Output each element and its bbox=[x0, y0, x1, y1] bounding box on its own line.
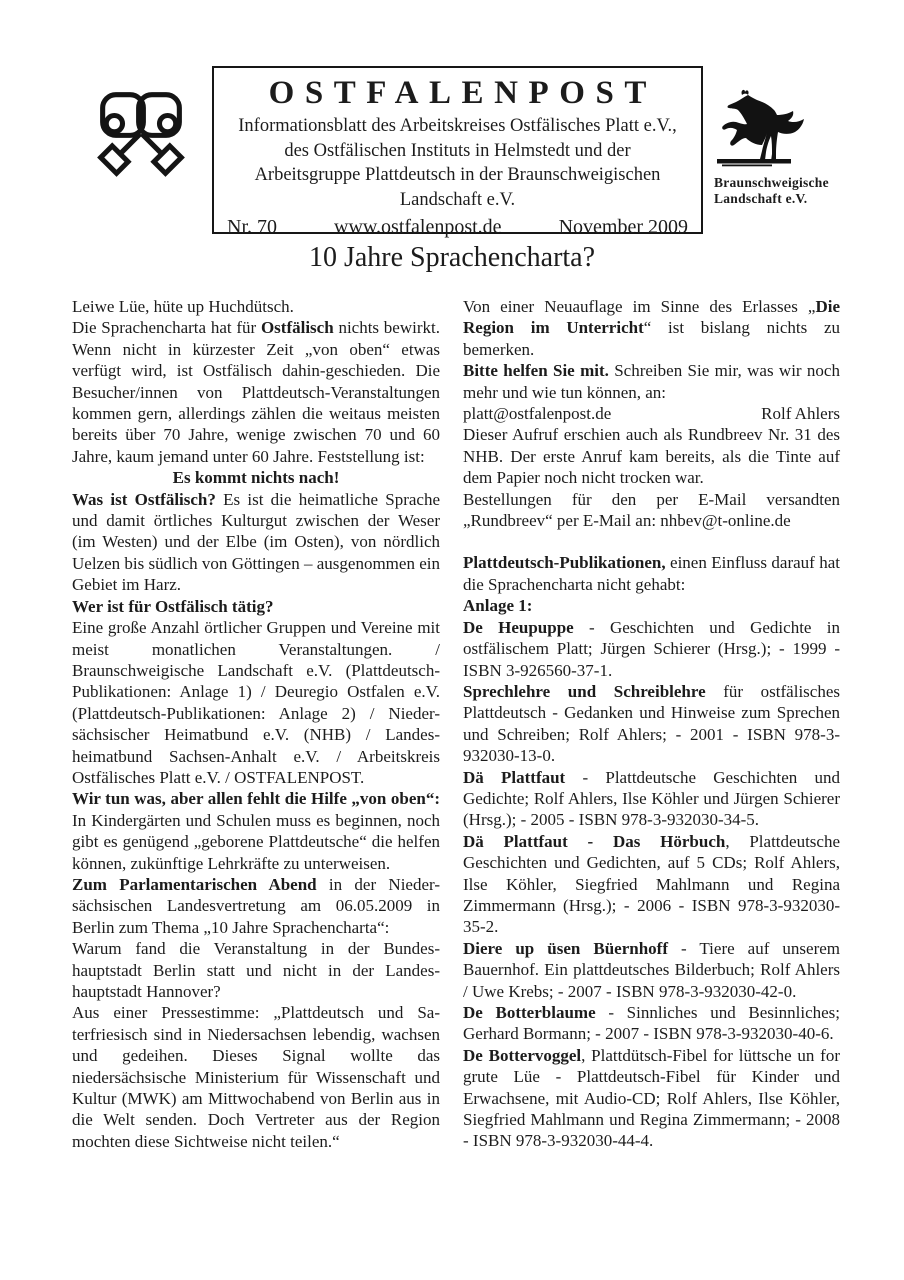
newsletter-title: OSTFALENPOST bbox=[268, 75, 657, 111]
masthead-box bbox=[212, 66, 703, 238]
website-url: www.ostfalenpost.de bbox=[334, 216, 502, 238]
section-heading: Wer ist für Ostfälisch tätig? bbox=[72, 596, 274, 616]
logo-caption bbox=[714, 175, 854, 207]
publikationen-intro: Plattdeutsch-Publikationen, einen Einfluss darauf hat die Sprachencharta nicht gehabt: bbox=[463, 553, 840, 594]
taetig-paragraph: Eine große Anzahl örtlicher Gruppen und Vereine mit meist monatlichen Veranstaltungen. / Braunschweigische Landschaft e.V. (Plattdeutsch-Publikationen: Anlage 1) / Deuregio Ostfalen e.V. (Plattdeutsch-Publikationen: Anlage 2) / Nieder-sächsischer Heimatbund e.V. (NHB) / Landes-heimatbund Sachsen-Anhalt e.V. / Arbeitskreis Ostfälisches Platt e.V. / OSTFALENPOST. bbox=[72, 618, 440, 787]
issue-number: Nr. 70 bbox=[227, 216, 277, 238]
publication-item: Dä Plattfaut - Das Hörbuch, Plattdeutsche Geschichten und Gedichten, auf 5 CDs; Rolf Ahlers, Ilse Köhler, Siegfried Mahlmann und Regina Zimmermann (Hrsg.); - 2006 - ISBN 978-3-932030-35-2. bbox=[463, 831, 840, 937]
pressestimme-paragraph: Aus einer Pressestimme: „Plattdeutsch und Sa-terfriesisch sind in Niedersachsen lebendig, wachsen und gedeihen. Dieses Signal wollte das niedersächsische Ministerium für Wissenschaft und Kultur (MWK) am Mittwochabend von Berlin aus in die Welt senden. Doch Vertreter aus der Region mochten diese Sichtweise nicht teilen.“ bbox=[72, 1003, 440, 1151]
salutation-line: Leiwe Lüe, hüte up Huchdütsch. bbox=[72, 297, 294, 316]
wir-tun-was-paragraph: Wir tun was, aber allen fehlt die Hilfe „von oben“: In Kindergärten und Schulen muss es beginnen, noch gibt es genügend „geborene Plattdeutsche“ die helfen können, zukünftige Lehrkräfte zu unterweisen. bbox=[72, 789, 440, 873]
blank-line bbox=[463, 531, 840, 552]
contact-line bbox=[463, 403, 840, 424]
bestellungen-paragraph: Bestellungen für den per E-Mail versandten „Rundbreev“ per E-Mail an: nhbev@t-online.de bbox=[463, 489, 840, 531]
crossed-semaphore-signals-icon bbox=[84, 84, 198, 187]
issue-date: November 2009 bbox=[558, 216, 688, 238]
author-name: Rolf Ahlers bbox=[761, 404, 840, 424]
parlamentarischer-abend-paragraph: Zum Parlamentarischen Abend in der Nieder-sächsischen Landesvertretung am 06.05.2009 in Berlin zum Thema „10 Jahre Sprachencharta“: bbox=[72, 874, 440, 937]
was-ist-ostfaelisch-paragraph: Was ist Ostfälisch? Es ist die heimatliche Sprache und damit örtliches Kulturgut zwischen der Weser (im Westen) und der Elbe (im Osten), von nördlich Uelzen bis südlich von Göttingen – ausgenommen ein Gebiet im Harz. bbox=[72, 489, 440, 595]
publication-item: De Botterblaume - Sinnliches und Besinnliches; Gerhard Bormann; - 2007 - ISBN 978-3-932030-40-6. bbox=[463, 1003, 841, 1044]
email-address: platt@ostfalenpost.de bbox=[463, 404, 612, 424]
centered-statement: Es kommt nichts nach! bbox=[172, 468, 340, 488]
subtitle-line: Informationsblatt des Arbeitskreises Ostfälisches Platt e.V., bbox=[238, 116, 677, 136]
logo-caption-line: Landschaft e.V. bbox=[714, 191, 808, 206]
neuauflage-paragraph: Von einer Neuauflage im Sinne des Erlasses „Die Region im Unterricht“ ist bislang nichts zu bemerken. bbox=[463, 297, 840, 359]
intro-paragraph: Die Sprachencharta hat für Ostfälisch nichts bewirkt. Wenn nicht in kürzester Zeit „von oben“ etwas verfügt wird, ist Ostfälisch dahin-geschieden. Die Besucher/innen von Plattdeutsch-Veranstaltungen kommen gern, allerdings zählen die weitaus meisten bereits über 70 Jahre, wenige zwischen 70 und 60 Jahre, kaum jemand unter 60 Jahre. Feststellung ist: bbox=[72, 318, 440, 466]
braunschweigische-landschaft-logo bbox=[714, 88, 854, 207]
rundbreev-paragraph: Dieser Aufruf erschien auch als Rundbreev Nr. 31 des NHB. Der erste Anruf kam bereits, als die Tinte auf dem Papier noch nicht trocken war. bbox=[463, 425, 840, 488]
rearing-horse-icon bbox=[714, 88, 806, 168]
publication-item: Diere up üsen Büernhoff - Tiere auf unserem Bauernhof. Ein plattdeutsches Bilderbuch; Rolf Ahlers / Uwe Krebs; - 2007 - ISBN 978-3-932030-42-0. bbox=[463, 938, 840, 1001]
right-column bbox=[463, 296, 840, 1152]
publication-item: Dä Plattfaut - Plattdeutsche Geschichten und Gedichte; Rolf Ahlers, Ilse Köhler und Jürgen Schierer (Hrsg.); - 2005 - ISBN 978-3-932030-34-5. bbox=[463, 767, 841, 830]
subtitle-line: Landschaft e.V. bbox=[399, 189, 516, 210]
anlage-heading: Anlage 1: bbox=[463, 596, 533, 616]
article-title: 10 Jahre Sprachencharta? bbox=[308, 242, 596, 273]
warum-paragraph: Warum fand die Veranstaltung in der Bundes-hauptstadt Berlin statt und nicht in der Landes-hauptstadt Hannover? bbox=[72, 939, 440, 1001]
subtitle-line: des Ostfälischen Instituts in Helmstedt und der bbox=[284, 140, 631, 161]
publication-item: De Bottervoggel, Plattdütsch-Fibel for lüttsche un for grute Lüe - Plattdeutsch-Fibel für Kinder und Erwachsene, mit Audio-CD; Rolf Ahlers, Ilse Köhler, Siegfried Mahlmann und Regina Zimmermann; - 2008 - ISBN 978-3-932030-44-4. bbox=[463, 1045, 841, 1151]
publication-item: Sprechlehre und Schreiblehre für ostfälisches Plattdeutsch - Gedanken und Hinweise zum Sprechen und Schreiben; Rolf Ahlers; - 2001 - ISBN 978-3-932030-13-0. bbox=[463, 681, 840, 766]
masthead-subtitle bbox=[214, 114, 701, 212]
logo-caption-line: Braunschweigische bbox=[714, 175, 829, 190]
publication-item: De Heupuppe - Geschichten und Gedichte in ostfälischem Platt; Jürgen Schierer (Hrsg.); - 1999 - ISBN 3-926560-37-1. bbox=[463, 617, 840, 680]
bitte-helfen-paragraph: Bitte helfen Sie mit. Schreiben Sie mir, was wir noch mehr und wie tun können, an: bbox=[463, 361, 840, 402]
issue-row bbox=[214, 216, 701, 239]
left-column bbox=[72, 296, 440, 1152]
subtitle-line: Arbeitsgruppe Plattdeutsch in der Braunschweigischen bbox=[254, 165, 661, 185]
